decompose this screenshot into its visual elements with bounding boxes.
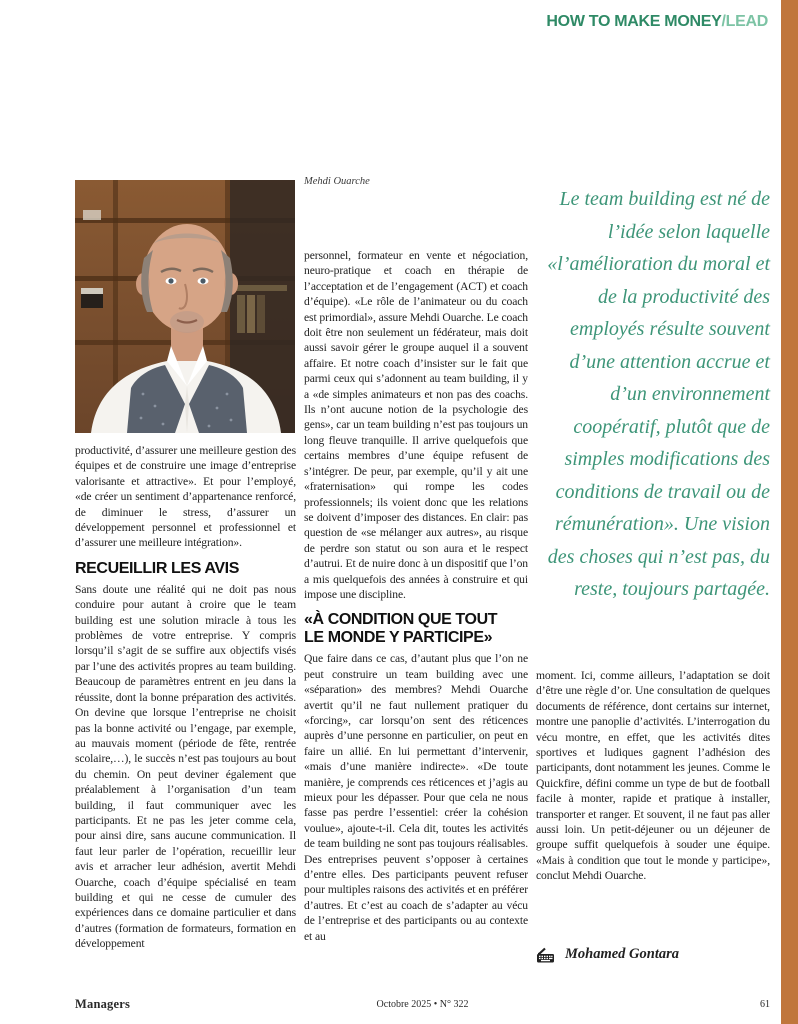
section-kicker — [546, 13, 768, 31]
author-byline — [536, 946, 770, 963]
column-middle — [304, 248, 528, 964]
section-heading-condition — [304, 611, 528, 647]
page-number: 61 — [760, 999, 770, 1010]
pull-quote: Le team building est né de l’idée selon laquelle «l’amélioration du moral et de la productivité des employés résulte souvent d’une attention accrue et d’un environnement coopératif, plutôt que de simples modifications des conditions de travail ou de rémunération». Une vision des choses qui n’est pas, du reste, toujours partagée. — [547, 188, 770, 600]
middle-paragraph-1: personnel, formateur en vente et négociation, neuro-pratique et coach en thérapie de l’acceptation et de l’engagement (ACT) et coach d’équipe). «Le rôle de l’animateur ou du coach est primordial», assure Mehdi Ouarche. Le coach doit être non seulement un fédérateur, mais doit aussi savoir gérer le groupe auquel il a souvent affaire. Et notre coach d’insister sur le fait que parmi ceux qui s’adonnent au team building, il y a «de simples animateurs et non pas des coachs. Ils n’ont aucune notion de la psychologie des gens», car un team building n’est pas toujours un long fleuve tranquille. Il arrive quelquefois que certains membres d’une équipe refusent de s’intégrer. De peur, par exemple, qu’il y ait une «fraternisation» qui rompe les codes professionnels; ils voient donc que les relations se doivent d’imposer des distances. En clair: pas question de «se mélanger aux autres», au risque de perdre son statut ou son aura et le respect d’autrui. Et de nuire donc à un dispositif que l’on a mis quelquefois des années à construire et qui impose une discipline. — [304, 249, 528, 601]
page-footer — [75, 997, 770, 1013]
heading-line-2: LE MONDE Y PARTICIPE» — [304, 629, 493, 647]
column-left — [75, 443, 296, 993]
magazine-logo: Managers — [75, 997, 131, 1011]
right-paragraph-1: moment. Ici, comme ailleurs, l’adaptation se doit d’être une règle d’or. Une consultation de quelques documents de référence, dont certains sur internet, montre une panoplie d’activités. L’interrogation du vécu montre, en effet, que les activités dites sportives et ludiques gagnent l’adhésion des participants, dont notamment les jeunes. Comme le Quickfire, défini comme un type de but de football facile à monter, rapide et pratique à installer, transporter et ranger. Et souvent, il ne faut pas aller aussi loin. Un petit-déjeuner ou un déjeuner de groupe suffit quelquefois à souder une équipe. «Mais à condition que tout le monde y participe», conclut Mehdi Ouarche. — [536, 669, 770, 883]
section-heading-recueillir: RECUEILLIR LES AVIS — [75, 559, 239, 577]
photo-caption: Mehdi Ouarche — [304, 176, 370, 187]
byline-name: Mohamed Gontara — [565, 946, 680, 962]
portrait-photo — [75, 180, 295, 433]
keyboard-icon — [536, 947, 557, 963]
heading-line-1: «À CONDITION QUE TOUT — [304, 611, 498, 629]
kicker-accent: /LEAD — [721, 13, 768, 30]
column-right — [536, 668, 770, 940]
page-edge-bar — [781, 0, 798, 1024]
middle-paragraph-2: Que faire dans ce cas, d’autant plus que l’on ne peut construire un team building avec une «séparation» des membres? Mehdi Ouarche avertit qu’il ne faut nullement pratiquer du «forcing», car lorsqu’on sent des réticences auprès d’une personne en particulier, on peut en faire un allié. En lui permettant d’intervenir, «mais d’une manière indirecte». «De toute manière, je comprends ces réticences et j’agis au mieux pour les dépasser. Pour que cela ne nous fasse pas perdre l’essentiel: créer la cohésion voulue», ajoute-t-il. Cela dit, toutes les activités de team building ne sont pas toujours réalisables. Des entreprises peuvent s’opposer à certaines d’entre elles. Des participants peuvent refuser pour multiples raisons des activités et en préférer d’autres. Et c’est au coach de s’adapter au vécu de l’entreprise et des participants ou au contexte et au — [304, 652, 528, 943]
kicker-main: HOW TO MAKE MONEY — [546, 13, 722, 30]
left-paragraph-1: productivité, d’assurer une meilleure gestion des équipes et de construire une image d’entreprise valorisante et attractive». Et pour l’employé, «de créer un sentiment d’appartenance renforcé, de diminuer le stress, d’assurer un développement personnel et professionnel et d’assurer une meilleure intégration». — [75, 444, 296, 550]
left-paragraph-2: Sans doute une réalité qui ne doit pas nous conduire pour autant à croire que le team building est une solution miracle à tous les problèmes de votre entreprise. Y compris lorsqu’il s’agit de se suffire aux objectifs visés par l’une des activités propres au team building. Beaucoup de paramètres entrent en jeu dans la réussite, dont la bonne préparation des activités. On devine que lorsque l’entreprise ne choisit pas la bonne activité ou l’engage, par exemple, au mauvais moment (période de fête, rentrée scolaire,…), le succès n’est pas toujours au bout du chemin. On peut deviner également que préalablement à l’organisation d’un team building, il faut communiquer avec les participants. Et ne pas les jeter comme cela, pour ainsi dire, sans aucune communication. Il faut leur parler de l’opération, recueillir leur avis et arracher leur adhésion, avertit Mehdi Ouarche, coach d’équipe spécialisé en team building et qui ne cesse de cumuler des expériences dans ce domaine particulier et dans d’autres (formation de formateurs, formation en développement — [75, 582, 296, 951]
issue-info: Octobre 2025 • N° 322 — [376, 999, 469, 1010]
